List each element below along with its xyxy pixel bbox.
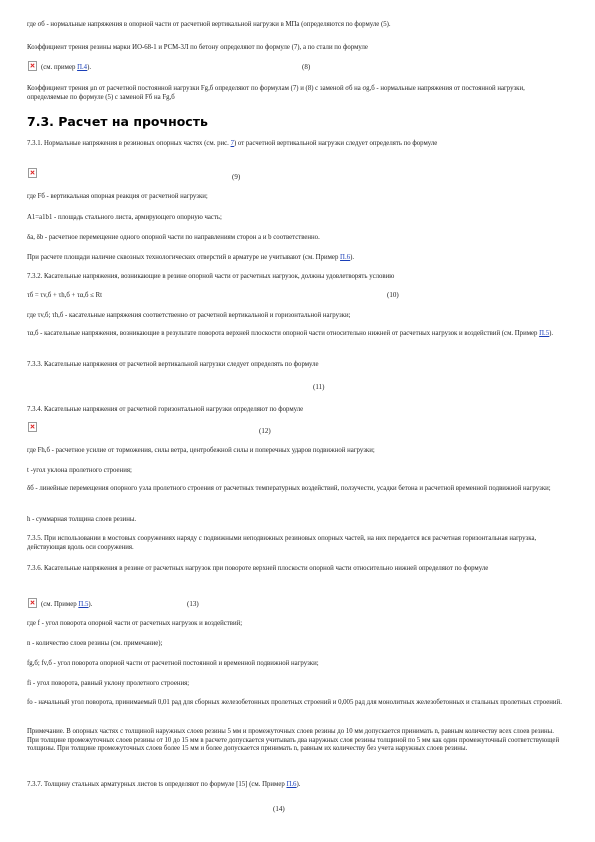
- equation-number: (11): [313, 383, 325, 391]
- paragraph: h - суммарная толщина слоев резины.: [27, 516, 137, 523]
- link-figure-7[interactable]: 7: [230, 140, 234, 147]
- paragraph: При расчете площади наличие сквозных технологических отверстий в арматуре не учитывают (см. Пример П.6).: [27, 254, 355, 261]
- paragraph: Коэффициент трения μn от расчетной постоянной нагрузки Fg,б определяют по формулам (7) и (8) с заменой σб на σg,б - нормальные напряжения от постоянной нагрузки, определяемые по формуле (5) с заменой Fб на Fg,б: [27, 85, 525, 101]
- equation-number: (14): [273, 805, 285, 813]
- equation-number: (10): [387, 291, 399, 299]
- paragraph: t -угол уклона пролетного строения;: [27, 467, 132, 474]
- paragraph: A1=a1b1 - площадь стального листа, армирующего опорную часть;: [27, 214, 222, 221]
- paragraph: где Fh,б - расчетное усилие от торможения, силы ветра, центробежной силы и поперечных ударов подвижной нагрузки;: [27, 447, 375, 454]
- link-example-p5[interactable]: П.5: [78, 601, 89, 608]
- paragraph: 7.3.2. Касательные напряжения, возникающие в резине опорной части от расчетных нагрузок, должны удовлетворять условию: [27, 273, 395, 280]
- paragraph: fg,б; fv,б - угол поворота опорной части от расчетной постоянной и временной подвижной нагрузки;: [27, 660, 319, 667]
- link-example-p4[interactable]: П.4: [77, 64, 88, 71]
- formula-text: τб = τv,б + τh,б + τα,б ≤ Rt: [27, 292, 103, 299]
- paragraph: 7.3.7. Толщину стальных арматурных листов ts определяют по формуле [15] (см. Пример П.6).: [27, 781, 301, 788]
- paragraph: (см. Пример П.5).: [41, 601, 93, 608]
- broken-image-icon: [28, 422, 37, 432]
- equation-number: (9): [232, 173, 241, 181]
- broken-image-icon: [28, 598, 37, 608]
- equation-number: (8): [302, 63, 311, 71]
- link-example-p6[interactable]: П.6: [340, 254, 351, 261]
- paragraph: 7.3.5. При использовании в мостовых сооружениях наряду с подвижными неподвижных резиновых опорных частей, на них передается вся расчетная горизонтальная нагрузка, действующая вдоль оси сооружения.: [27, 535, 537, 551]
- paragraph: где f - угол поворота опорной части от расчетных нагрузок и воздействий;: [27, 620, 243, 627]
- paragraph: 7.3.4. Касательные напряжения от расчетной горизонтальной нагрузки определяют по формуле: [27, 406, 304, 413]
- broken-image-icon: [28, 61, 37, 71]
- paragraph: 7.3.6. Касательные напряжения в резине от расчетных нагрузок при повороте верхней плоскости опорной части относительно нижней определяют по формуле: [27, 565, 489, 572]
- paragraph: где τv,б; τh,б - касательные напряжения соответственно от расчетной вертикальной и горизонтальной нагрузки;: [27, 312, 351, 319]
- paragraph: fo - начальный угол поворота, принимаемый 0,01 рад для сборных железобетонных пролетных строений и 0,005 рад для монолитных железобетонных и стальных пролетных строений.: [27, 699, 562, 706]
- paragraph: 7.3.1. Нормальные напряжения в резиновых опорных частях (см. рис. 7) от расчетной вертикальной нагрузки следует определять по формуле: [27, 140, 438, 147]
- paragraph: δб - линейные перемещения опорного узла пролетного строения от расчетных температурных воздействий, ползучести, усадки бетона и расчетной временной подвижной нагрузки;: [27, 485, 551, 492]
- broken-image-icon: [28, 168, 37, 178]
- equation-number: (12): [259, 427, 271, 435]
- section-heading: 7.3. Расчет на прочность: [27, 114, 208, 129]
- paragraph: Коэффициент трения резины марки ИО-68-1 и РСМ-3Л по бетону определяют по формуле (7), а по стали по формуле: [27, 44, 368, 51]
- link-example-p6[interactable]: П.6: [286, 781, 297, 788]
- paragraph: 7.3.3. Касательные напряжения от расчетной вертикальной нагрузки следует определять по формуле: [27, 361, 319, 368]
- paragraph: n - количество слоев резины (см. примечание);: [27, 640, 163, 647]
- paragraph: (см. пример П.4).: [41, 64, 92, 71]
- paragraph: fi - угол поворота, равный уклону пролетного строения;: [27, 680, 190, 687]
- note-paragraph: Примечание. В опорных частях с толщиной наружных слоев резины 5 мм и промежуточных слоев резины до 10 мм допускается принимать n, равным количеству всех слоев резины. При толщине промежуточных слоев резины от 10 до 15 мм в расчете допускается учитывать два наружных слоя резины толщиной по 5 мм как один промежуточный соответствующей толщины. При толщине промежуточных слоев более 15 мм и более допускается принимать n, равным их количеству без учета наружных слоев резины.: [27, 728, 560, 753]
- paragraph: где σб - нормальные напряжения в опорной части от расчетной вертикальной нагрузки в МПа (определяются по формуле (5).: [27, 21, 391, 28]
- equation-number: (13): [187, 600, 199, 608]
- link-example-p5[interactable]: П.5: [539, 330, 550, 337]
- paragraph: δa, δb - расчетное перемещение одного опорной части по направлениям сторон a и b соответственно.: [27, 234, 320, 241]
- paragraph: τα,б - касательные напряжения, возникающие в результате поворота верхней плоскости опорной части относительно нижней от расчетных нагрузок и воздействий (см. Пример П.5).: [27, 330, 554, 337]
- paragraph: где Fб - вертикальная опорная реакция от расчетной нагрузки;: [27, 193, 208, 200]
